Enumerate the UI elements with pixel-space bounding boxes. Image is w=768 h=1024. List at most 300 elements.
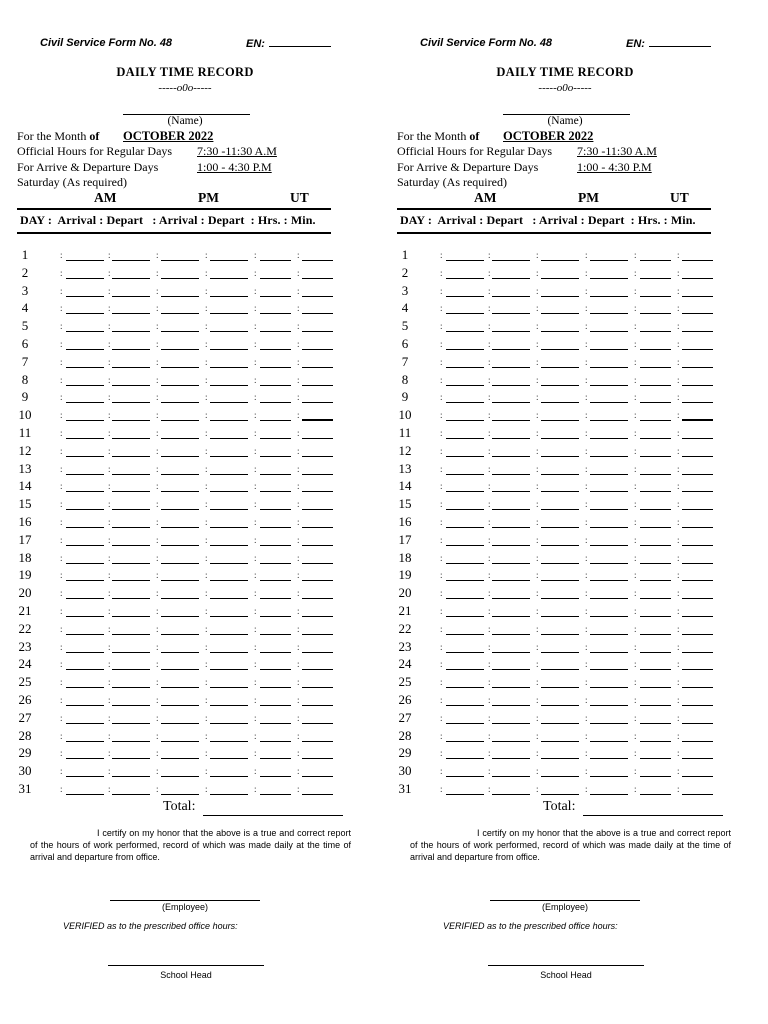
am-departure-blank[interactable] <box>492 741 530 742</box>
am-arrival-blank[interactable] <box>446 313 484 314</box>
pm-arrival-blank[interactable] <box>541 331 579 332</box>
am-departure-blank[interactable] <box>492 278 530 279</box>
am-departure-blank[interactable] <box>492 456 530 457</box>
ut-minutes-blank[interactable] <box>302 349 333 350</box>
am-arrival-blank[interactable] <box>66 741 104 742</box>
pm-arrival-blank[interactable] <box>161 741 199 742</box>
ut-hours-blank[interactable] <box>260 385 291 386</box>
am-arrival-blank[interactable] <box>446 385 484 386</box>
pm-arrival-blank[interactable] <box>541 491 579 492</box>
pm-departure-blank[interactable] <box>590 652 628 653</box>
ut-minutes-blank[interactable] <box>302 723 333 724</box>
ut-hours-blank[interactable] <box>260 260 291 261</box>
pm-arrival-blank[interactable] <box>541 669 579 670</box>
pm-departure-blank[interactable] <box>210 705 248 706</box>
am-departure-blank[interactable] <box>112 402 150 403</box>
ut-hours-blank[interactable] <box>640 687 671 688</box>
pm-departure-blank[interactable] <box>210 545 248 546</box>
pm-departure-blank[interactable] <box>590 385 628 386</box>
pm-arrival-blank[interactable] <box>161 527 199 528</box>
am-departure-blank[interactable] <box>112 634 150 635</box>
ut-hours-blank[interactable] <box>260 758 291 759</box>
ut-hours-blank[interactable] <box>260 652 291 653</box>
am-departure-blank[interactable] <box>492 652 530 653</box>
am-departure-blank[interactable] <box>492 634 530 635</box>
pm-arrival-blank[interactable] <box>541 527 579 528</box>
pm-departure-blank[interactable] <box>210 278 248 279</box>
pm-departure-blank[interactable] <box>590 509 628 510</box>
am-departure-blank[interactable] <box>492 509 530 510</box>
am-arrival-blank[interactable] <box>66 705 104 706</box>
am-departure-blank[interactable] <box>492 474 530 475</box>
am-arrival-blank[interactable] <box>66 331 104 332</box>
pm-arrival-blank[interactable] <box>161 758 199 759</box>
am-departure-blank[interactable] <box>492 438 530 439</box>
am-arrival-blank[interactable] <box>446 563 484 564</box>
pm-arrival-blank[interactable] <box>161 491 199 492</box>
pm-arrival-blank[interactable] <box>161 296 199 297</box>
pm-departure-blank[interactable] <box>590 402 628 403</box>
am-arrival-blank[interactable] <box>446 687 484 688</box>
ut-minutes-blank[interactable] <box>682 634 713 635</box>
pm-departure-blank[interactable] <box>210 456 248 457</box>
ut-hours-blank[interactable] <box>260 438 291 439</box>
am-departure-blank[interactable] <box>112 598 150 599</box>
am-arrival-blank[interactable] <box>66 278 104 279</box>
pm-arrival-blank[interactable] <box>161 580 199 581</box>
pm-departure-blank[interactable] <box>590 580 628 581</box>
am-departure-blank[interactable] <box>112 438 150 439</box>
pm-departure-blank[interactable] <box>590 474 628 475</box>
am-departure-blank[interactable] <box>112 776 150 777</box>
am-arrival-blank[interactable] <box>446 474 484 475</box>
ut-minutes-blank[interactable] <box>302 794 333 795</box>
ut-minutes-blank[interactable] <box>682 776 713 777</box>
pm-arrival-blank[interactable] <box>161 438 199 439</box>
ut-minutes-blank[interactable] <box>302 474 333 475</box>
ut-minutes-blank[interactable] <box>682 419 713 421</box>
am-arrival-blank[interactable] <box>446 420 484 421</box>
ut-minutes-blank[interactable] <box>302 776 333 777</box>
am-arrival-blank[interactable] <box>66 313 104 314</box>
pm-arrival-blank[interactable] <box>161 723 199 724</box>
am-arrival-blank[interactable] <box>66 669 104 670</box>
pm-arrival-blank[interactable] <box>161 456 199 457</box>
ut-hours-blank[interactable] <box>260 794 291 795</box>
ut-minutes-blank[interactable] <box>302 580 333 581</box>
ut-hours-blank[interactable] <box>640 509 671 510</box>
ut-hours-blank[interactable] <box>640 296 671 297</box>
am-departure-blank[interactable] <box>492 349 530 350</box>
am-arrival-blank[interactable] <box>66 438 104 439</box>
ut-minutes-blank[interactable] <box>302 456 333 457</box>
pm-departure-blank[interactable] <box>590 563 628 564</box>
am-arrival-blank[interactable] <box>446 491 484 492</box>
pm-arrival-blank[interactable] <box>161 349 199 350</box>
pm-departure-blank[interactable] <box>590 705 628 706</box>
am-departure-blank[interactable] <box>492 758 530 759</box>
ut-minutes-blank[interactable] <box>302 296 333 297</box>
ut-minutes-blank[interactable] <box>682 527 713 528</box>
pm-arrival-blank[interactable] <box>161 367 199 368</box>
ut-hours-blank[interactable] <box>640 723 671 724</box>
ut-minutes-blank[interactable] <box>682 616 713 617</box>
ut-minutes-blank[interactable] <box>682 456 713 457</box>
am-departure-blank[interactable] <box>492 794 530 795</box>
ut-hours-blank[interactable] <box>260 580 291 581</box>
am-arrival-blank[interactable] <box>446 456 484 457</box>
ut-hours-blank[interactable] <box>260 420 291 421</box>
ut-hours-blank[interactable] <box>260 296 291 297</box>
ut-minutes-blank[interactable] <box>682 367 713 368</box>
pm-arrival-blank[interactable] <box>541 438 579 439</box>
ut-hours-blank[interactable] <box>640 545 671 546</box>
pm-departure-blank[interactable] <box>590 438 628 439</box>
pm-departure-blank[interactable] <box>590 616 628 617</box>
pm-departure-blank[interactable] <box>210 296 248 297</box>
pm-departure-blank[interactable] <box>210 634 248 635</box>
am-departure-blank[interactable] <box>112 652 150 653</box>
ut-hours-blank[interactable] <box>260 527 291 528</box>
ut-minutes-blank[interactable] <box>682 669 713 670</box>
am-departure-blank[interactable] <box>492 260 530 261</box>
am-departure-blank[interactable] <box>492 669 530 670</box>
pm-departure-blank[interactable] <box>210 420 248 421</box>
am-arrival-blank[interactable] <box>66 723 104 724</box>
ut-hours-blank[interactable] <box>640 527 671 528</box>
am-arrival-blank[interactable] <box>446 580 484 581</box>
pm-arrival-blank[interactable] <box>161 385 199 386</box>
pm-departure-blank[interactable] <box>590 313 628 314</box>
am-arrival-blank[interactable] <box>446 278 484 279</box>
pm-arrival-blank[interactable] <box>161 545 199 546</box>
am-arrival-blank[interactable] <box>446 741 484 742</box>
am-arrival-blank[interactable] <box>66 420 104 421</box>
pm-arrival-blank[interactable] <box>541 349 579 350</box>
pm-departure-blank[interactable] <box>590 491 628 492</box>
am-departure-blank[interactable] <box>112 705 150 706</box>
ut-minutes-blank[interactable] <box>682 296 713 297</box>
pm-arrival-blank[interactable] <box>541 545 579 546</box>
pm-departure-blank[interactable] <box>590 758 628 759</box>
ut-minutes-blank[interactable] <box>302 260 333 261</box>
ut-hours-blank[interactable] <box>260 367 291 368</box>
pm-departure-blank[interactable] <box>210 758 248 759</box>
ut-hours-blank[interactable] <box>260 634 291 635</box>
pm-arrival-blank[interactable] <box>161 313 199 314</box>
am-departure-blank[interactable] <box>112 723 150 724</box>
ut-hours-blank[interactable] <box>640 669 671 670</box>
pm-arrival-blank[interactable] <box>161 509 199 510</box>
pm-arrival-blank[interactable] <box>161 794 199 795</box>
am-arrival-blank[interactable] <box>66 580 104 581</box>
pm-departure-blank[interactable] <box>210 776 248 777</box>
am-arrival-blank[interactable] <box>66 794 104 795</box>
am-arrival-blank[interactable] <box>66 456 104 457</box>
ut-minutes-blank[interactable] <box>302 419 333 421</box>
pm-arrival-blank[interactable] <box>541 367 579 368</box>
am-arrival-blank[interactable] <box>446 438 484 439</box>
am-departure-blank[interactable] <box>492 580 530 581</box>
total-blank[interactable] <box>203 815 343 816</box>
am-arrival-blank[interactable] <box>446 758 484 759</box>
pm-arrival-blank[interactable] <box>541 563 579 564</box>
ut-minutes-blank[interactable] <box>302 634 333 635</box>
pm-arrival-blank[interactable] <box>161 260 199 261</box>
am-arrival-blank[interactable] <box>66 367 104 368</box>
am-departure-blank[interactable] <box>492 616 530 617</box>
pm-departure-blank[interactable] <box>590 545 628 546</box>
ut-hours-blank[interactable] <box>260 545 291 546</box>
ut-minutes-blank[interactable] <box>302 669 333 670</box>
am-arrival-blank[interactable] <box>66 349 104 350</box>
ut-hours-blank[interactable] <box>640 385 671 386</box>
ut-minutes-blank[interactable] <box>682 402 713 403</box>
am-arrival-blank[interactable] <box>446 669 484 670</box>
ut-minutes-blank[interactable] <box>302 616 333 617</box>
ut-hours-blank[interactable] <box>260 616 291 617</box>
am-departure-blank[interactable] <box>492 723 530 724</box>
ut-hours-blank[interactable] <box>640 313 671 314</box>
ut-hours-blank[interactable] <box>640 758 671 759</box>
pm-arrival-blank[interactable] <box>541 456 579 457</box>
pm-departure-blank[interactable] <box>210 349 248 350</box>
am-departure-blank[interactable] <box>112 616 150 617</box>
am-arrival-blank[interactable] <box>446 634 484 635</box>
ut-hours-blank[interactable] <box>260 563 291 564</box>
ut-minutes-blank[interactable] <box>302 509 333 510</box>
ut-hours-blank[interactable] <box>640 349 671 350</box>
am-departure-blank[interactable] <box>112 687 150 688</box>
am-arrival-blank[interactable] <box>446 349 484 350</box>
am-arrival-blank[interactable] <box>66 545 104 546</box>
pm-departure-blank[interactable] <box>210 723 248 724</box>
ut-hours-blank[interactable] <box>260 509 291 510</box>
pm-arrival-blank[interactable] <box>161 652 199 653</box>
am-arrival-blank[interactable] <box>446 723 484 724</box>
pm-departure-blank[interactable] <box>210 616 248 617</box>
am-arrival-blank[interactable] <box>446 652 484 653</box>
pm-departure-blank[interactable] <box>210 687 248 688</box>
pm-arrival-blank[interactable] <box>541 296 579 297</box>
pm-arrival-blank[interactable] <box>541 776 579 777</box>
ut-minutes-blank[interactable] <box>302 545 333 546</box>
pm-departure-blank[interactable] <box>590 687 628 688</box>
ut-hours-blank[interactable] <box>640 794 671 795</box>
ut-minutes-blank[interactable] <box>682 474 713 475</box>
am-arrival-blank[interactable] <box>446 296 484 297</box>
ut-minutes-blank[interactable] <box>682 278 713 279</box>
pm-arrival-blank[interactable] <box>541 616 579 617</box>
pm-arrival-blank[interactable] <box>541 474 579 475</box>
am-departure-blank[interactable] <box>492 402 530 403</box>
ut-hours-blank[interactable] <box>640 260 671 261</box>
am-arrival-blank[interactable] <box>66 509 104 510</box>
am-arrival-blank[interactable] <box>446 776 484 777</box>
am-departure-blank[interactable] <box>112 741 150 742</box>
pm-departure-blank[interactable] <box>590 794 628 795</box>
am-departure-blank[interactable] <box>112 331 150 332</box>
ut-minutes-blank[interactable] <box>682 509 713 510</box>
pm-departure-blank[interactable] <box>590 331 628 332</box>
pm-arrival-blank[interactable] <box>161 563 199 564</box>
pm-arrival-blank[interactable] <box>541 598 579 599</box>
pm-arrival-blank[interactable] <box>161 705 199 706</box>
school-head-signature-line[interactable] <box>488 965 644 966</box>
pm-departure-blank[interactable] <box>210 669 248 670</box>
pm-arrival-blank[interactable] <box>541 741 579 742</box>
pm-arrival-blank[interactable] <box>541 278 579 279</box>
ut-hours-blank[interactable] <box>640 652 671 653</box>
ut-hours-blank[interactable] <box>260 491 291 492</box>
school-head-signature-line[interactable] <box>108 965 264 966</box>
am-departure-blank[interactable] <box>492 296 530 297</box>
am-departure-blank[interactable] <box>492 367 530 368</box>
pm-arrival-blank[interactable] <box>541 420 579 421</box>
am-arrival-blank[interactable] <box>66 296 104 297</box>
am-arrival-blank[interactable] <box>446 545 484 546</box>
ut-hours-blank[interactable] <box>640 741 671 742</box>
ut-hours-blank[interactable] <box>640 598 671 599</box>
ut-minutes-blank[interactable] <box>682 491 713 492</box>
ut-hours-blank[interactable] <box>260 278 291 279</box>
am-arrival-blank[interactable] <box>446 367 484 368</box>
pm-arrival-blank[interactable] <box>161 474 199 475</box>
am-arrival-blank[interactable] <box>66 385 104 386</box>
ut-minutes-blank[interactable] <box>302 741 333 742</box>
am-arrival-blank[interactable] <box>446 794 484 795</box>
am-departure-blank[interactable] <box>492 527 530 528</box>
pm-departure-blank[interactable] <box>210 509 248 510</box>
ut-minutes-blank[interactable] <box>682 331 713 332</box>
ut-minutes-blank[interactable] <box>302 438 333 439</box>
ut-minutes-blank[interactable] <box>682 705 713 706</box>
ut-minutes-blank[interactable] <box>302 313 333 314</box>
am-departure-blank[interactable] <box>492 545 530 546</box>
ut-hours-blank[interactable] <box>640 331 671 332</box>
ut-hours-blank[interactable] <box>640 367 671 368</box>
pm-arrival-blank[interactable] <box>161 776 199 777</box>
ut-minutes-blank[interactable] <box>302 367 333 368</box>
ut-minutes-blank[interactable] <box>682 438 713 439</box>
am-arrival-blank[interactable] <box>66 491 104 492</box>
pm-arrival-blank[interactable] <box>161 331 199 332</box>
pm-departure-blank[interactable] <box>590 349 628 350</box>
pm-departure-blank[interactable] <box>210 385 248 386</box>
pm-arrival-blank[interactable] <box>161 616 199 617</box>
pm-arrival-blank[interactable] <box>541 634 579 635</box>
ut-hours-blank[interactable] <box>260 349 291 350</box>
pm-departure-blank[interactable] <box>210 794 248 795</box>
am-arrival-blank[interactable] <box>66 527 104 528</box>
am-arrival-blank[interactable] <box>66 616 104 617</box>
am-arrival-blank[interactable] <box>446 402 484 403</box>
am-departure-blank[interactable] <box>112 278 150 279</box>
pm-departure-blank[interactable] <box>210 438 248 439</box>
pm-departure-blank[interactable] <box>210 260 248 261</box>
ut-hours-blank[interactable] <box>640 420 671 421</box>
am-departure-blank[interactable] <box>112 669 150 670</box>
pm-arrival-blank[interactable] <box>161 687 199 688</box>
pm-departure-blank[interactable] <box>590 527 628 528</box>
pm-departure-blank[interactable] <box>210 331 248 332</box>
en-field[interactable] <box>246 37 331 50</box>
ut-minutes-blank[interactable] <box>682 794 713 795</box>
pm-departure-blank[interactable] <box>590 296 628 297</box>
ut-minutes-blank[interactable] <box>302 278 333 279</box>
am-departure-blank[interactable] <box>492 598 530 599</box>
ut-minutes-blank[interactable] <box>682 260 713 261</box>
am-arrival-blank[interactable] <box>66 758 104 759</box>
am-arrival-blank[interactable] <box>66 652 104 653</box>
am-arrival-blank[interactable] <box>66 634 104 635</box>
ut-hours-blank[interactable] <box>260 456 291 457</box>
am-departure-blank[interactable] <box>492 313 530 314</box>
am-arrival-blank[interactable] <box>446 705 484 706</box>
pm-departure-blank[interactable] <box>590 598 628 599</box>
pm-arrival-blank[interactable] <box>541 580 579 581</box>
ut-hours-blank[interactable] <box>640 456 671 457</box>
am-departure-blank[interactable] <box>112 474 150 475</box>
am-departure-blank[interactable] <box>492 705 530 706</box>
pm-arrival-blank[interactable] <box>161 402 199 403</box>
ut-minutes-blank[interactable] <box>302 491 333 492</box>
ut-minutes-blank[interactable] <box>302 687 333 688</box>
ut-hours-blank[interactable] <box>640 563 671 564</box>
am-departure-blank[interactable] <box>112 385 150 386</box>
am-departure-blank[interactable] <box>492 331 530 332</box>
am-departure-blank[interactable] <box>112 349 150 350</box>
ut-minutes-blank[interactable] <box>682 741 713 742</box>
en-blank[interactable] <box>269 37 331 47</box>
pm-arrival-blank[interactable] <box>541 723 579 724</box>
pm-arrival-blank[interactable] <box>541 260 579 261</box>
ut-hours-blank[interactable] <box>260 687 291 688</box>
am-departure-blank[interactable] <box>112 313 150 314</box>
pm-arrival-blank[interactable] <box>541 509 579 510</box>
ut-hours-blank[interactable] <box>640 438 671 439</box>
ut-hours-blank[interactable] <box>640 634 671 635</box>
am-arrival-blank[interactable] <box>66 260 104 261</box>
am-departure-blank[interactable] <box>492 776 530 777</box>
employee-signature-line[interactable] <box>110 900 260 901</box>
ut-hours-blank[interactable] <box>640 491 671 492</box>
pm-arrival-blank[interactable] <box>161 634 199 635</box>
am-departure-blank[interactable] <box>112 509 150 510</box>
am-departure-blank[interactable] <box>112 758 150 759</box>
pm-arrival-blank[interactable] <box>161 278 199 279</box>
ut-hours-blank[interactable] <box>260 331 291 332</box>
ut-hours-blank[interactable] <box>260 598 291 599</box>
employee-signature-line[interactable] <box>490 900 640 901</box>
am-departure-blank[interactable] <box>112 794 150 795</box>
am-arrival-blank[interactable] <box>66 776 104 777</box>
ut-hours-blank[interactable] <box>260 705 291 706</box>
am-arrival-blank[interactable] <box>446 616 484 617</box>
pm-departure-blank[interactable] <box>590 278 628 279</box>
pm-departure-blank[interactable] <box>210 367 248 368</box>
ut-minutes-blank[interactable] <box>682 385 713 386</box>
pm-departure-blank[interactable] <box>210 402 248 403</box>
ut-hours-blank[interactable] <box>640 616 671 617</box>
pm-arrival-blank[interactable] <box>541 385 579 386</box>
ut-hours-blank[interactable] <box>640 580 671 581</box>
am-departure-blank[interactable] <box>112 420 150 421</box>
ut-minutes-blank[interactable] <box>682 349 713 350</box>
pm-arrival-blank[interactable] <box>161 598 199 599</box>
pm-departure-blank[interactable] <box>590 367 628 368</box>
ut-minutes-blank[interactable] <box>302 402 333 403</box>
